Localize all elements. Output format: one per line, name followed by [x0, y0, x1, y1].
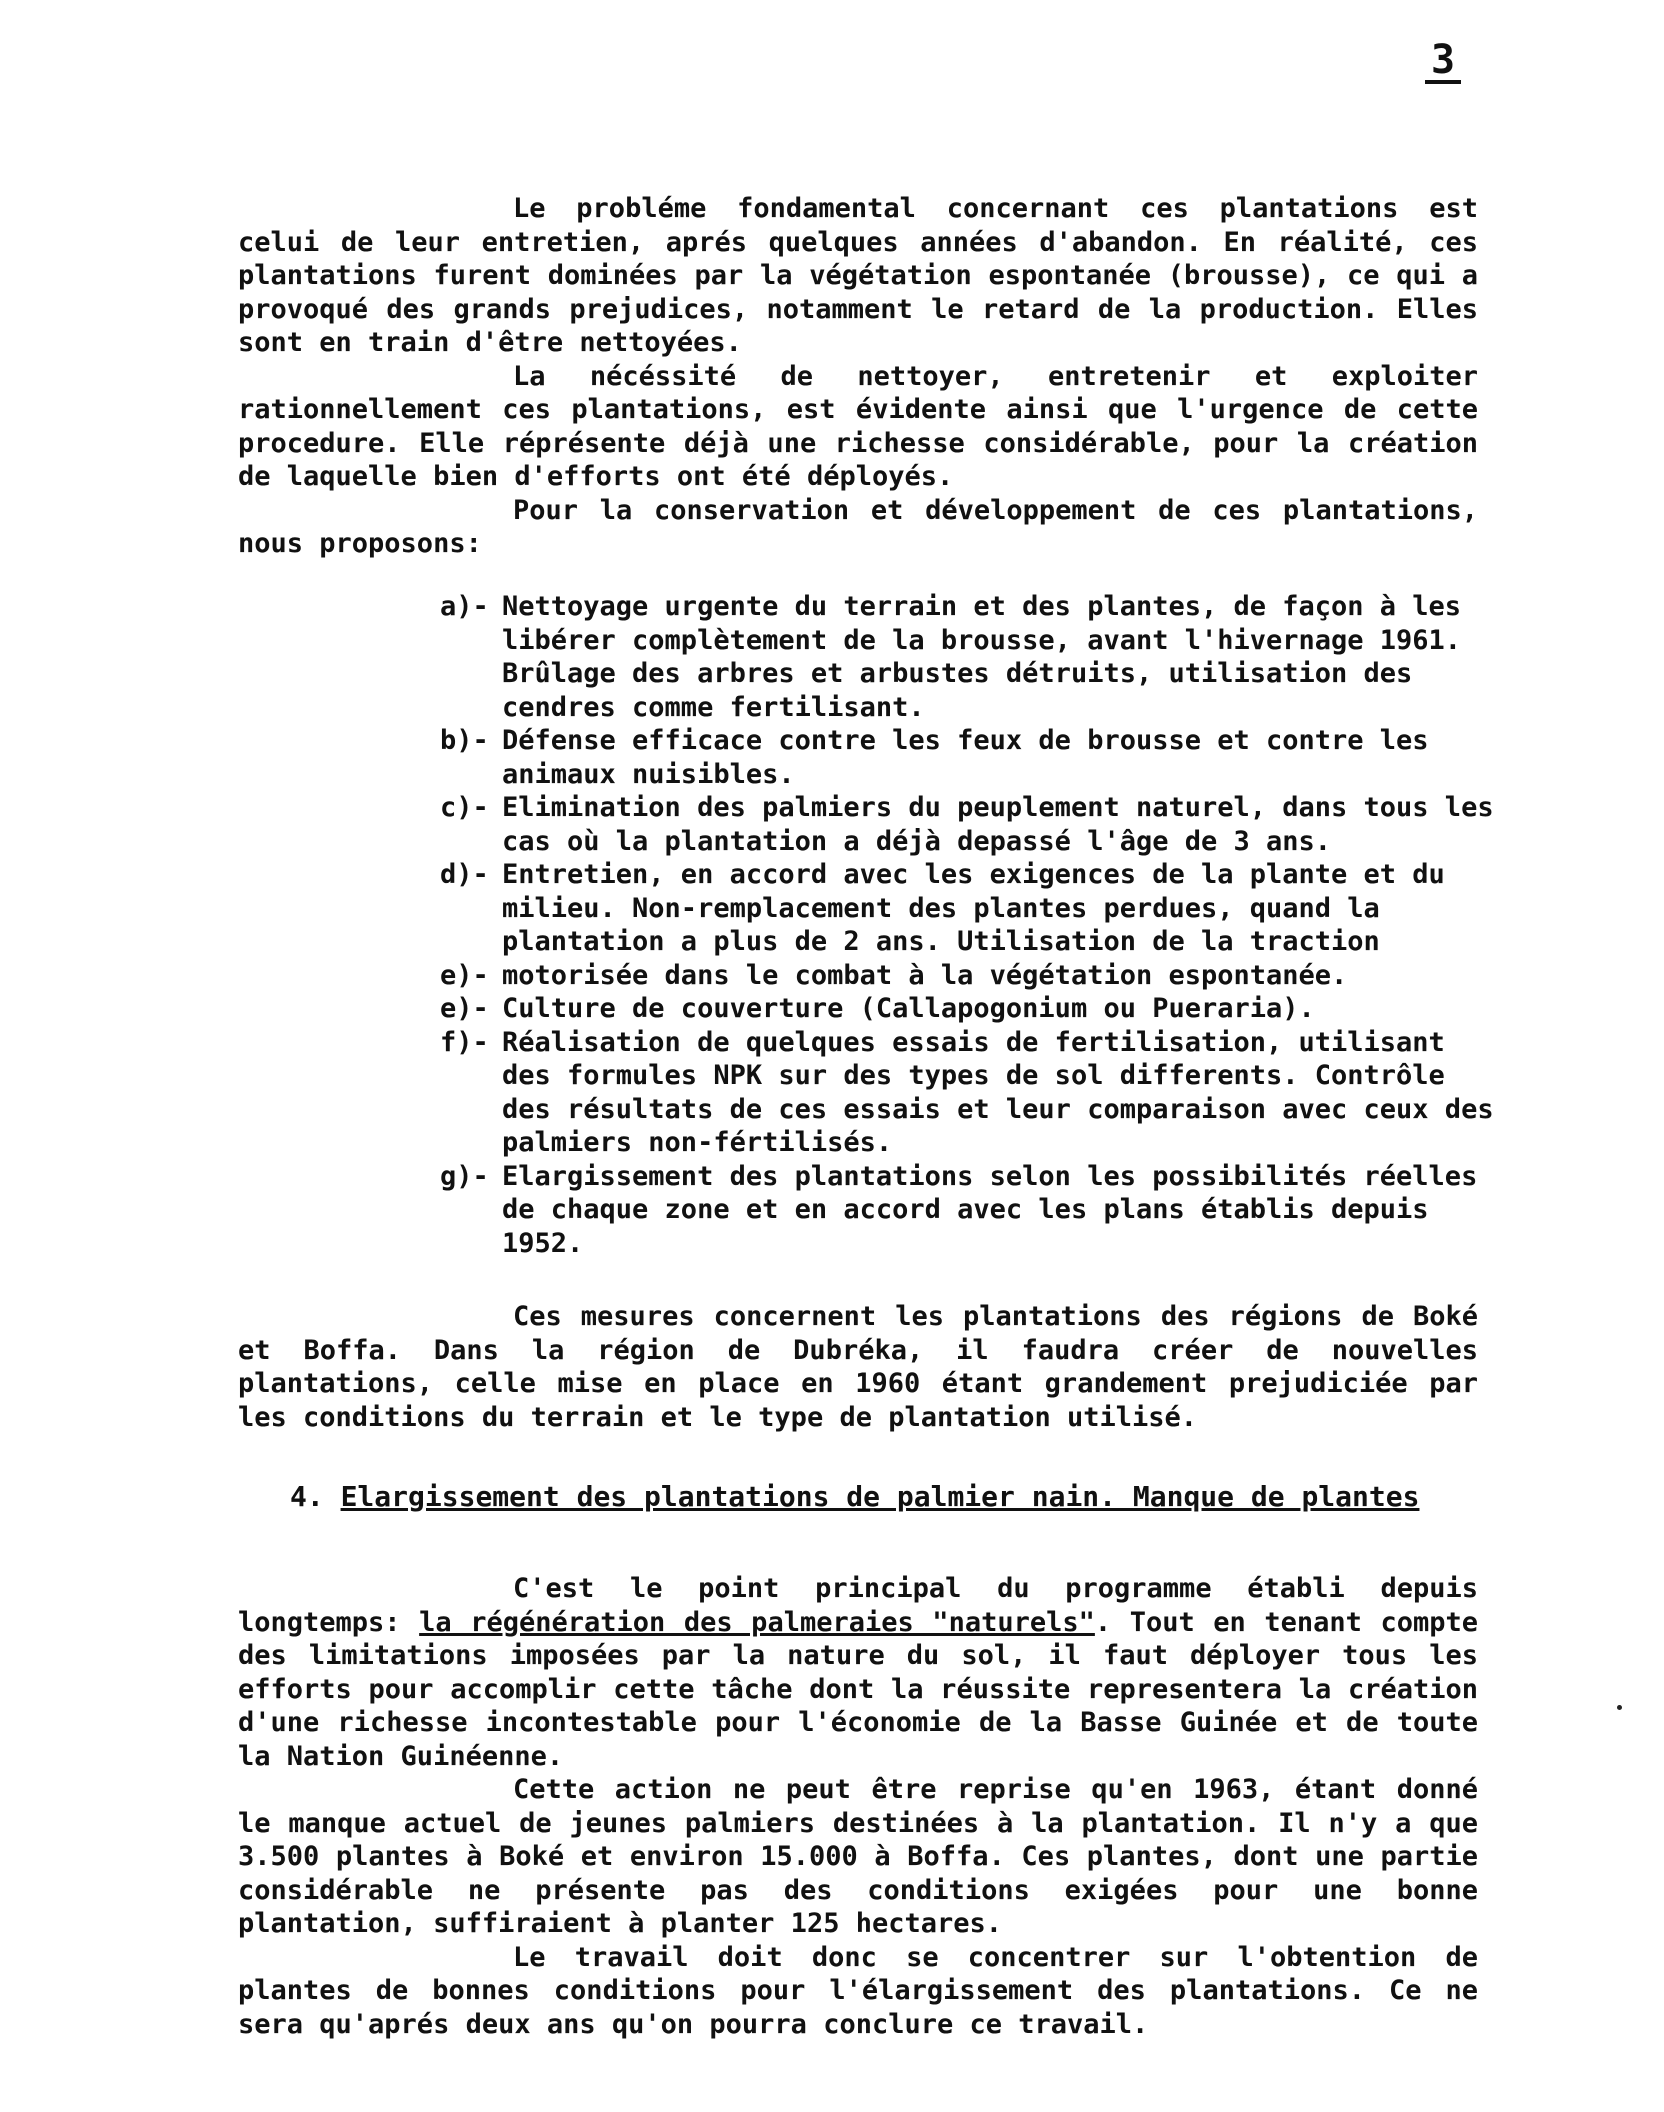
intro-section [238, 192, 1478, 561]
section-4-body [238, 1572, 1478, 2041]
list-marker: e)- [440, 993, 489, 1024]
paragraph-intro: C'est le point principal du programme établi depuis longtemps: [238, 1573, 1478, 1638]
measures-list [440, 590, 1500, 1260]
list-item [440, 724, 1500, 791]
list-item-text: Elargissement des plantations selon les possibilités réelles de chaque zone et en accord avec les plans établis depuis 1952. [502, 1160, 1478, 1259]
list-item [440, 791, 1500, 858]
underlined-phrase: la régénération des palmeraies "naturels" [419, 1606, 1095, 1638]
section-4-paragraph-3: Le travail doit donc se concentrer sur l'obtention de plantes de bonnes conditions pour l'élargissement des plantations. Ce ne sera qu'aprés deux ans qu'on pourra conclure ce travail. [238, 1941, 1478, 2040]
list-item [440, 1026, 1500, 1160]
measures-conclusion: Ces mesures concernent les plantations des régions de Boké et Boffa. Dans la région de Dubréka, il faudra créer de nouvelles plantations, celle mise en place en 1960 étant grandement prejudiciée par les conditions du terrain et le type de plantation utilisé. [238, 1301, 1478, 1433]
section-title: Elargissement des plantations de palmier nain. Manque de plantes [340, 1480, 1420, 1513]
list-marker: d)- [440, 859, 489, 890]
list-item [440, 959, 1500, 993]
list-item-text: Elimination des palmiers du peuplement naturel, dans tous les cas où la plantation a déjà depassé l'âge de 3 ans. [502, 792, 1494, 857]
scan-speck [1617, 1705, 1622, 1710]
measures-conclusion-section [238, 1300, 1478, 1434]
list-item [440, 858, 1500, 959]
section-number: 4. [290, 1480, 324, 1513]
section-4-paragraph-1 [238, 1572, 1478, 1773]
list-item-text: Entretien, en accord avec les exigences de la plante et du milieu. Non-remplacement des plantes perdues, quand la plantation a plus de 2 ans. Utilisation de la traction [502, 859, 1445, 957]
list-marker: f)- [440, 1026, 489, 1058]
paragraph-rest: . Tout en tenant compte des limitations imposées par la nature du sol, il faut déployer tous les efforts pour accomplir cette tâche dont la réussite representera la création d'une richesse incontestable pour l'économie de la Basse Guinée et de toute la Nation Guinéenne. [238, 1606, 1478, 1772]
list-item [440, 1160, 1500, 1261]
intro-paragraph-1: Le probléme fondamental concernant ces plantations est celui de leur entretien, aprés quelques années d'abandon. En réalité, ces plantations furent dominées par la végétation espontanée (brousse), ce qui a provoqué des grands prejudices, notamment le retard de la production. Elles sont en train d'être nettoyées. [238, 193, 1478, 358]
page-number: 3 [1425, 40, 1461, 84]
list-item-text: motorisée dans le combat à la végétation espontanée. [502, 959, 1348, 991]
list-item-text: Culture de couverture (Callapogonium ou Pueraria). [502, 993, 1315, 1024]
list-item [440, 590, 1500, 724]
section-4-heading [290, 1480, 1419, 1513]
list-marker: c)- [440, 792, 489, 823]
list-marker: a)- [440, 591, 489, 622]
list-item-text: Réalisation de quelques essais de fertilisation, utilisant des formules NPK sur des types de sol differents. Contrôle des résultats de ces essais et leur comparaison avec ceux des palmiers non-fértilisés. [502, 1026, 1494, 1158]
list-marker: b)- [440, 725, 489, 756]
list-item-text: Défense efficace contre les feux de brousse et contre les animaux nuisibles. [502, 725, 1429, 790]
list-marker: g)- [440, 1160, 489, 1192]
list-marker: e)- [440, 959, 489, 991]
section-4-paragraph-2: Cette action ne peut être reprise qu'en 1963, étant donné le manque actuel de jeunes palmiers destinées à la plantation. Il n'y a que 3.500 plantes à Boké et environ 15.000 à Boffa. Ces plantes, dont une partie considérable ne présente pas des conditions exigées pour une bonne plantation, suffiraient à planter 125 hectares. [238, 1774, 1478, 1939]
intro-paragraph-2: La nécéssité de nettoyer, entretenir et exploiter rationnellement ces plantations, est évidente ainsi que l'urgence de cette procedure. Elle réprésente déjà une richesse considérable, pour la création de laquelle bien d'efforts ont été déployés. [238, 360, 1478, 492]
intro-paragraph-3: Pour la conservation et développement de ces plantations, nous proposons: [238, 494, 1478, 559]
list-item-text: Nettoyage urgente du terrain et des plantes, de façon à les libérer complètement de la brousse, avant l'hivernage 1961. Brûlage des arbres et arbustes détruits, utilisation des cendres comme fertilisant. [502, 591, 1462, 723]
list-item [440, 992, 1500, 1026]
